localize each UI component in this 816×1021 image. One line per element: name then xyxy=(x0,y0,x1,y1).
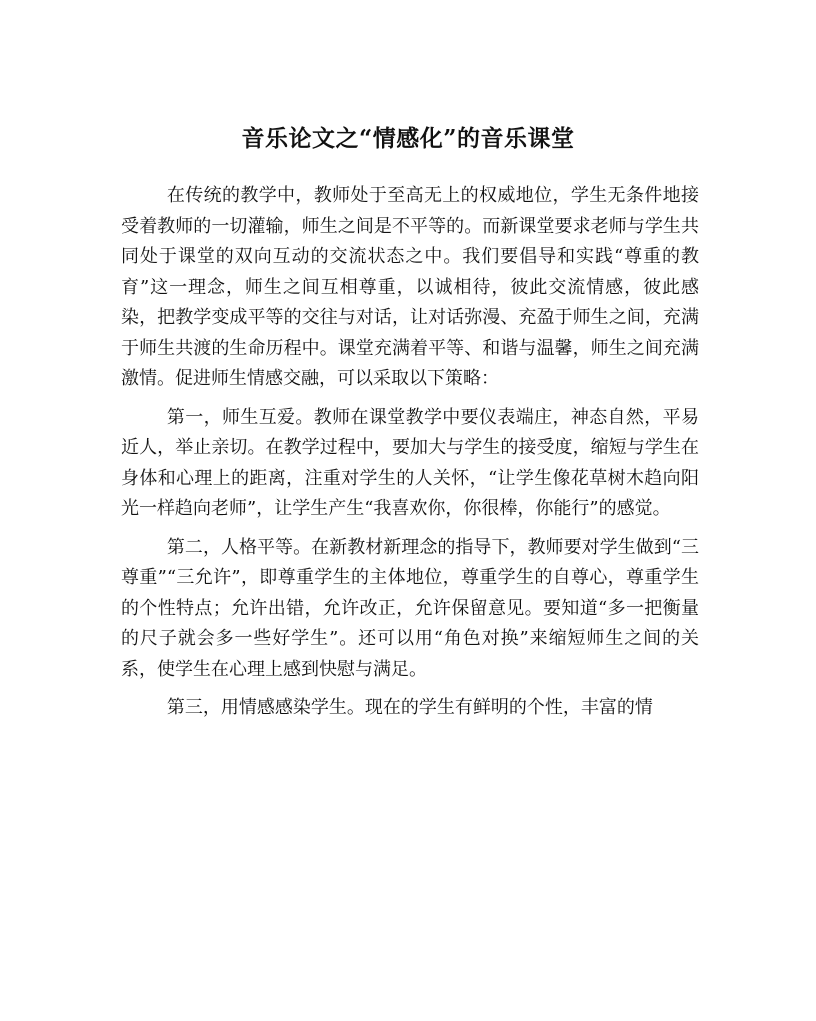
document-title: 音乐论文之“情感化”的音乐课堂 xyxy=(241,125,575,153)
document-body xyxy=(121,181,699,724)
paragraph-strategy-3: 第三，用情感感染学生。现在的学生有鲜明的个性，丰富的情 xyxy=(166,697,653,718)
paragraph-strategy-2: 第二，人格平等。在新教材新理念的指导下，教师要对学生做到“三尊重”“三允许”，即尊重学生的主体地位，尊重学生的自尊心，尊重学生的个性特点；允许出错，允许改正，允许保留意见。要知道“多一把衡量的尺子就会多一些好学生”。还可以用“角色对换”来缩短师生之间的关系，使学生在心理上感到快慰与满足。 xyxy=(121,536,699,680)
paragraph-strategy-1: 第一，师生互爱。教师在课堂教学中要仪表端庄，神态自然，平易近人，举止亲切。在教学过程中，要加大与学生的接受度，缩短与学生在身体和心理上的距离，注重对学生的人关怀，“让学生像花草树木趋向阳光一样趋向老师”，让学生产生“我喜欢你，你很棒，你能行”的感觉。 xyxy=(121,406,699,519)
paragraph-intro: 在传统的教学中，教师处于至高无上的权威地位，学生无条件地接受着教师的一切灌输，师生之间是不平等的。而新课堂要求老师与学生共同处于课堂的双向互动的交流状态之中。我们要倡导和实践“尊重的教育”这一理念，师生之间互相尊重，以诚相待，彼此交流情感，彼此感染，把教学变成平等的交往与对话，让对话弥漫、充盈于师生之间，充满于师生共渡的生命历程中。课堂充满着平等、和谐与温馨，师生之间充满激情。促进师生情感交融，可以采取以下策略： xyxy=(121,185,699,389)
